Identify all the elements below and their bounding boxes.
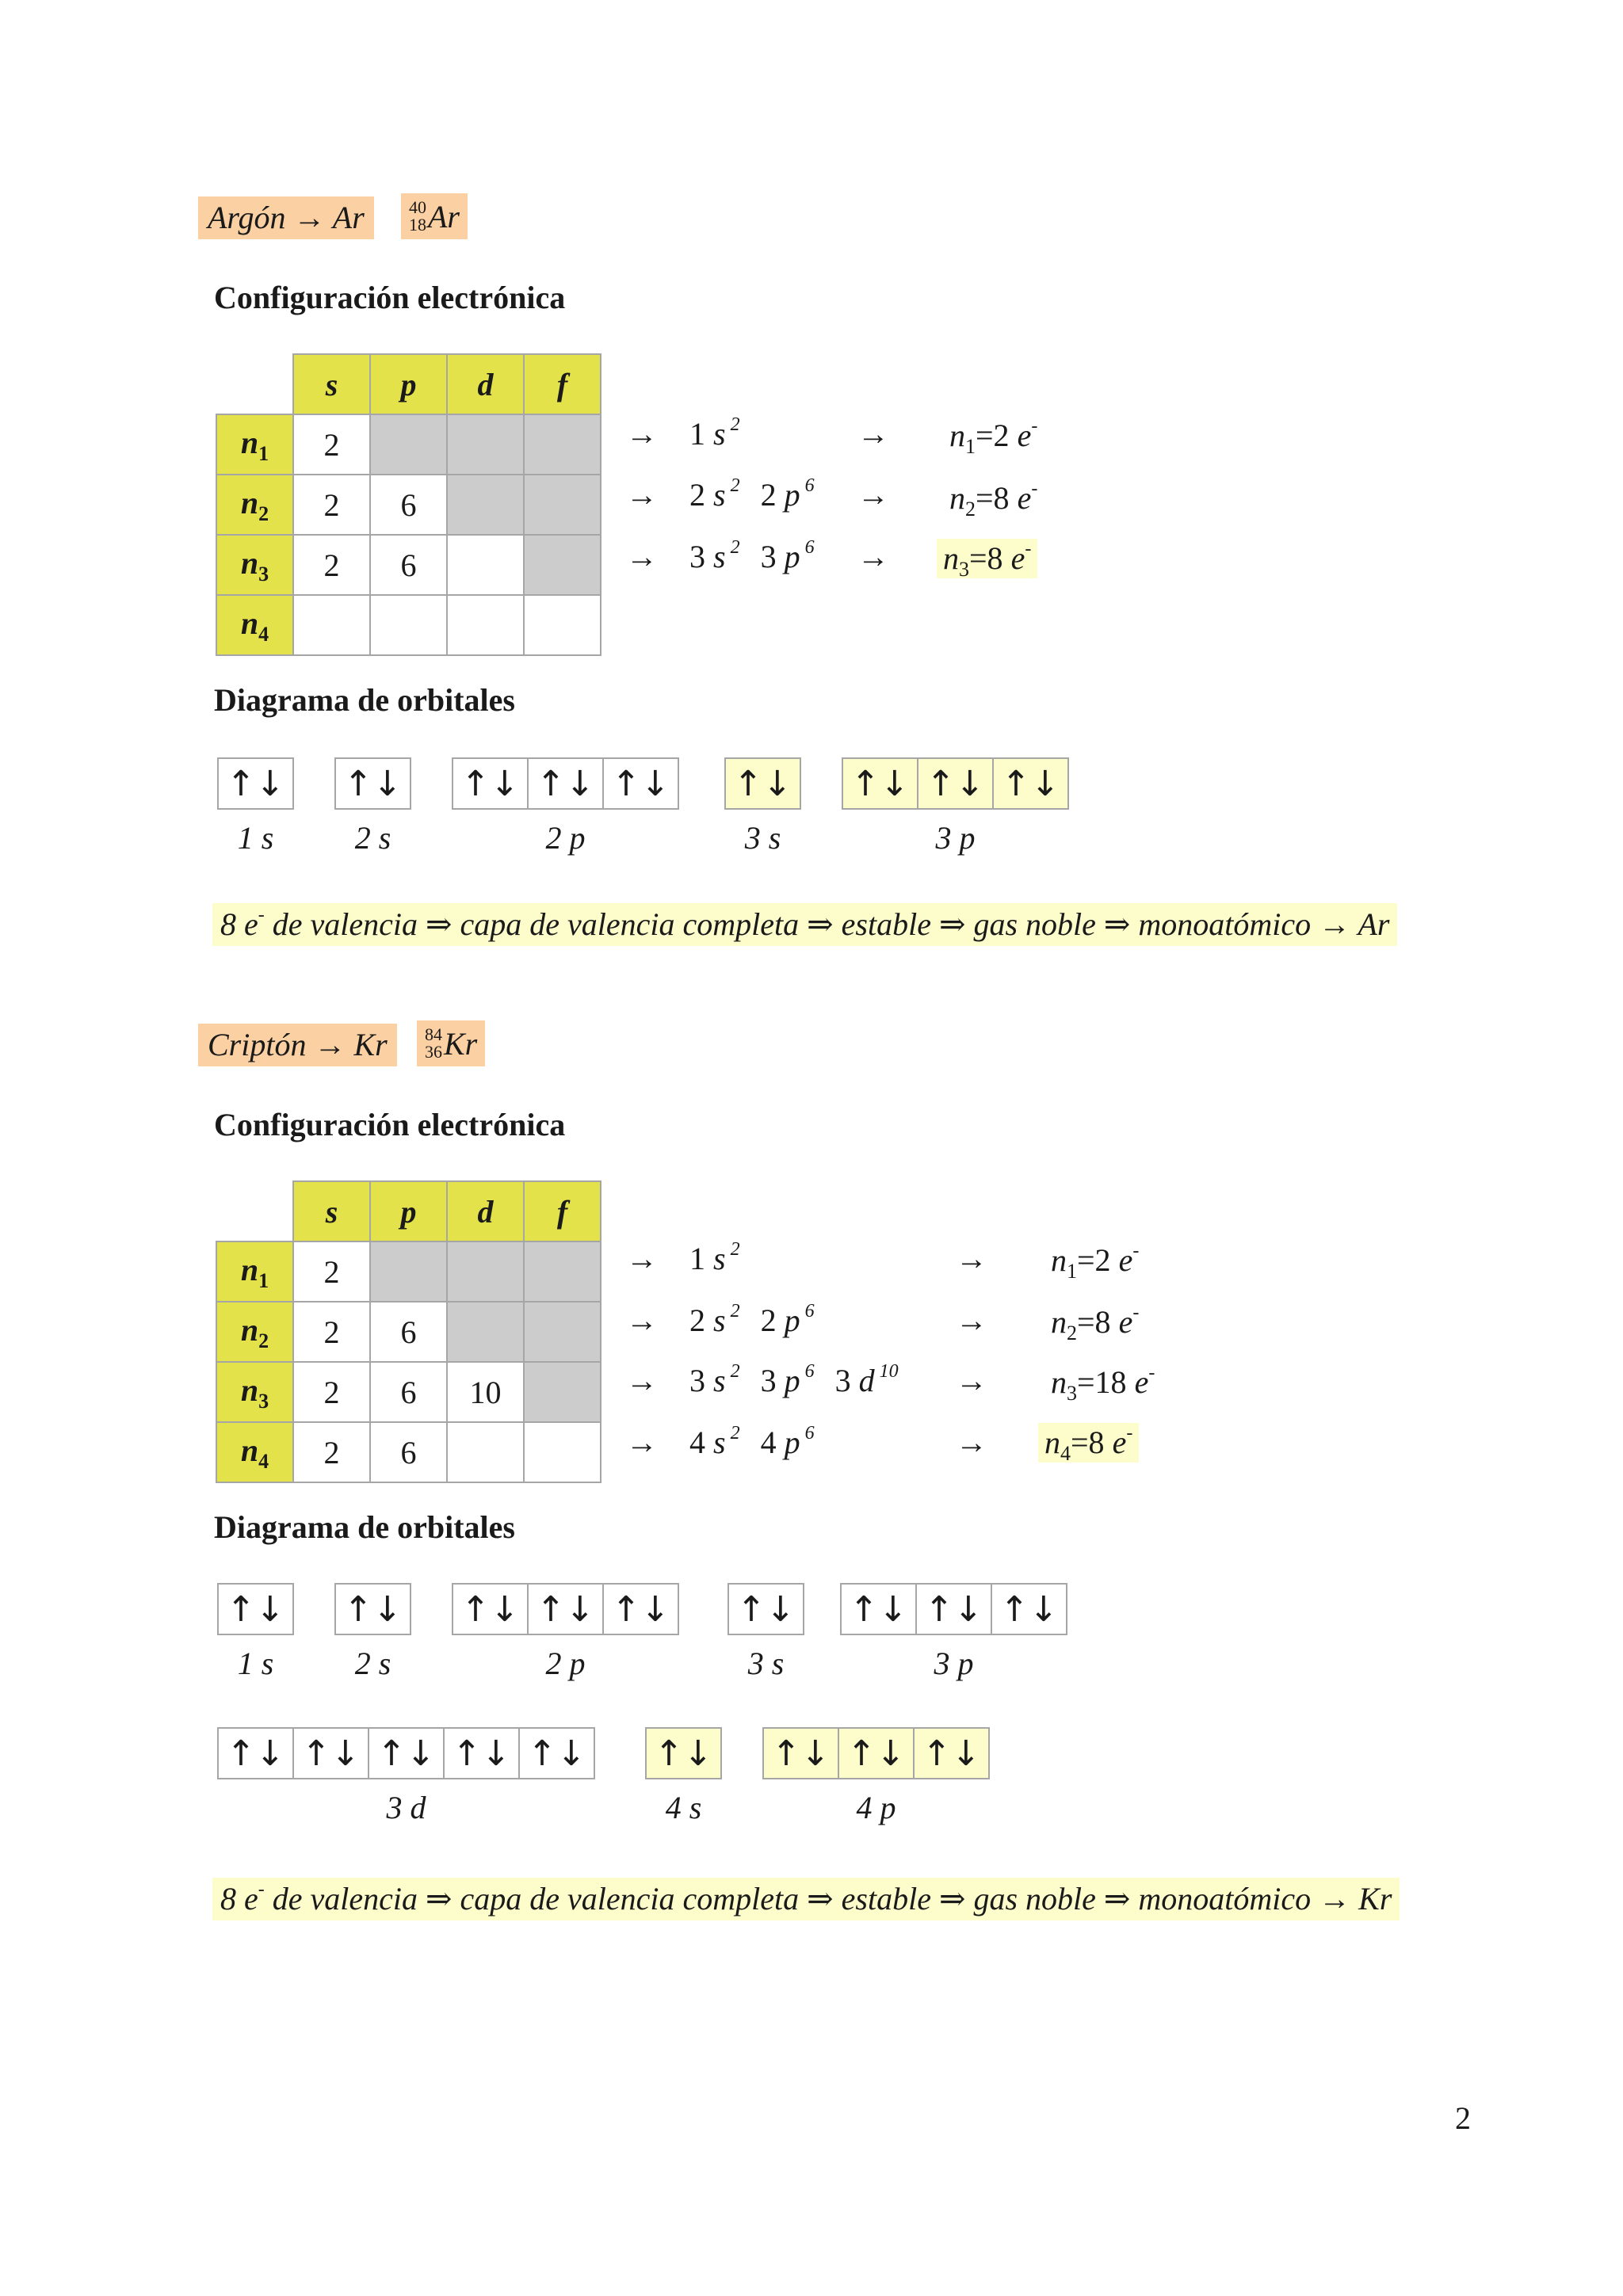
config-table-kripton [216, 1180, 601, 1483]
cell: 2 [293, 1422, 370, 1482]
orbital-box: ↑↓ [217, 1583, 294, 1635]
orbital-4p [762, 1727, 990, 1779]
orbital-box: ↑↓ [334, 1583, 411, 1635]
exponent: 6 [804, 1423, 815, 1444]
exponent: 2 [730, 1239, 740, 1260]
arrow: → [626, 539, 658, 574]
summary-post: de valencia ⇒ capa de valencia completa ⇒ estable ⇒ gas noble ⇒ monoatómico → Kr [264, 1881, 1392, 1917]
arrow: → [626, 1302, 658, 1338]
orbital-label: 1 s [237, 820, 274, 856]
orbital-label: 4 p [856, 1790, 896, 1825]
cell: 2 [293, 1241, 370, 1302]
orbital-label: 2 p [545, 1646, 586, 1681]
mass-number: 40 [409, 197, 426, 217]
row-sub: 2 [258, 502, 269, 525]
isotope-kripton [417, 1020, 485, 1066]
col-header: d [447, 354, 524, 414]
orbital-box: ↑↓ [992, 757, 1069, 810]
orbital-4s [645, 1727, 722, 1779]
arrow: → [956, 1363, 987, 1398]
orbital-2p [452, 1583, 679, 1635]
arrow: → [626, 477, 658, 513]
row-label: n [240, 1311, 259, 1348]
col-header: f [524, 1181, 601, 1241]
config-line-1s: 1 s $^2$ [689, 414, 740, 452]
orbital-box: ↑↓ [762, 1727, 839, 1779]
orbital-box: ↑↓ [727, 1583, 804, 1635]
isotope-argon [401, 193, 468, 239]
orbital-2p [452, 757, 679, 810]
arrow: → [956, 1302, 987, 1338]
arrow: → [956, 1425, 987, 1460]
exponent: 2 [730, 1361, 740, 1382]
shell-result-n2: $n_2=8$ e- [1051, 1302, 1140, 1344]
cell [524, 475, 601, 535]
cell [370, 595, 447, 655]
row-sub: 3 [258, 562, 269, 585]
col-header: d [447, 1181, 524, 1241]
row-header [216, 1362, 293, 1422]
exponent: 2 [730, 475, 740, 496]
orbital-box: ↑↓ [991, 1583, 1067, 1635]
orbital-label: 3 s [747, 1646, 785, 1681]
arrow: → [857, 416, 889, 452]
col-header: p [370, 354, 447, 414]
row-sub: 1 [258, 441, 269, 465]
config-heading-argon: Configuración electrónica [214, 280, 566, 315]
orbital-3p [842, 757, 1069, 810]
col-header: s [293, 354, 370, 414]
orbital-box: ↑↓ [452, 757, 529, 810]
row-header [216, 1422, 293, 1482]
orbital-label: 3 p [935, 820, 976, 856]
row-sub: 2 [258, 1329, 269, 1352]
cell: 6 [370, 1422, 447, 1482]
corner-cell [216, 1181, 293, 1241]
cell [370, 414, 447, 475]
row-header [216, 414, 293, 475]
orbital-label: 2 s [354, 1646, 391, 1681]
arrow: → [857, 539, 889, 574]
row-header [216, 1302, 293, 1362]
corner-cell [216, 354, 293, 414]
cell [524, 1241, 601, 1302]
row-label: n [240, 605, 259, 641]
orbital-label: 1 s [237, 1646, 274, 1681]
config-line-3s3p3d: 3 s $^2$ 3 p $^6$ 3 d $^{10}$ [689, 1361, 899, 1398]
cell [447, 414, 524, 475]
orbital-box: ↑↓ [334, 757, 411, 810]
cell: 2 [293, 475, 370, 535]
row-label: n [240, 424, 259, 460]
config-line-4s4p: 4 s $^2$ 4 p $^6$ [689, 1423, 815, 1460]
orbital-label: 2 s [354, 820, 391, 856]
exponent: 10 [879, 1361, 899, 1382]
cell [524, 595, 601, 655]
orbital-box: ↑↓ [917, 757, 994, 810]
orbital-label: 2 p [545, 820, 586, 856]
summary-pre: 8 e [220, 1881, 258, 1917]
orbital-3d [217, 1727, 595, 1779]
summary-sup: - [258, 905, 265, 925]
cell: 6 [370, 1302, 447, 1362]
col-header: s [293, 1181, 370, 1241]
row-header [216, 475, 293, 535]
shell-result-n3: $n_3=18$ e- [1051, 1363, 1155, 1405]
exponent: 2 [730, 1423, 740, 1444]
row-sub: 1 [258, 1268, 269, 1292]
shell-result-n3-valence: $n_3=8$ e- [937, 539, 1037, 578]
orbital-box: ↑↓ [840, 1583, 917, 1635]
row-sub: 4 [258, 622, 269, 646]
config-table-argon [216, 353, 601, 656]
arrow: → [956, 1241, 987, 1276]
orbital-box: ↑↓ [527, 1583, 604, 1635]
orbital-box: ↑↓ [645, 1727, 722, 1779]
row-label: n [240, 1251, 259, 1287]
orbital-label: 3 d [386, 1790, 426, 1825]
orbital-label: 3 s [744, 820, 781, 856]
orbital-box: ↑↓ [602, 757, 679, 810]
cell [293, 595, 370, 655]
orbitals-heading-kripton: Diagrama de orbitales [214, 1509, 515, 1545]
row-label: n [240, 484, 259, 521]
orbital-box: ↑↓ [368, 1727, 445, 1779]
orbital-box: ↑↓ [217, 757, 294, 810]
cell [524, 535, 601, 595]
orbital-label: 3 p [934, 1646, 974, 1681]
mass-number: 84 [425, 1024, 442, 1044]
orbital-box: ↑↓ [915, 1583, 992, 1635]
shell-result-n2: $n_2=8$ e- [949, 479, 1038, 521]
arrow: → [626, 1363, 658, 1398]
orbital-3s [727, 1583, 804, 1635]
orbital-box: ↑↓ [452, 1583, 529, 1635]
cell [524, 1302, 601, 1362]
orbital-box: ↑↓ [838, 1727, 915, 1779]
arrow: → [626, 1241, 658, 1276]
orbitals-heading-argon: Diagrama de orbitales [214, 682, 515, 718]
row-label: n [240, 544, 259, 581]
col-header: p [370, 1181, 447, 1241]
exponent: 2 [730, 1301, 740, 1322]
cell: 2 [293, 1362, 370, 1422]
col-header: f [524, 354, 601, 414]
orbital-2s [334, 757, 411, 810]
config-line-3s3p: 3 s $^2$ 3 p $^6$ [689, 537, 815, 574]
summary-kripton [212, 1878, 1400, 1920]
cell [447, 1241, 524, 1302]
page-number: 2 [1455, 2100, 1471, 2136]
orbital-1s [217, 1583, 294, 1635]
orbital-box: ↑↓ [527, 757, 604, 810]
row-header [216, 595, 293, 655]
row-sub: 3 [258, 1389, 269, 1413]
exponent: 6 [804, 537, 815, 558]
orbital-box: ↑↓ [292, 1727, 369, 1779]
summary-sup: - [258, 1879, 265, 1900]
element-title-argon: Argón → Ar [198, 196, 374, 239]
orbital-label: 4 s [665, 1790, 702, 1825]
exponent: 6 [804, 1301, 815, 1322]
cell: 6 [370, 535, 447, 595]
arrow: → [626, 416, 658, 452]
config-heading-kripton: Configuración electrónica [214, 1107, 566, 1142]
orbital-box: ↑↓ [724, 757, 801, 810]
cell: 10 [447, 1362, 524, 1422]
cell [524, 414, 601, 475]
config-line-1s: 1 s $^2$ [689, 1239, 740, 1276]
summary-argon [212, 903, 1397, 946]
cell [524, 1422, 601, 1482]
orbital-box: ↑↓ [217, 1727, 294, 1779]
element-symbol: Ar [428, 198, 460, 235]
arrow: → [626, 1425, 658, 1460]
cell: 6 [370, 1362, 447, 1422]
exponent: 2 [730, 414, 740, 435]
config-line-2s2p: 2 s $^2$ 2 p $^6$ [689, 1301, 815, 1338]
cell: 6 [370, 475, 447, 535]
arrow: → [857, 477, 889, 513]
cell: 2 [293, 1302, 370, 1362]
orbital-3s [724, 757, 801, 810]
summary-post: de valencia ⇒ capa de valencia completa ⇒ estable ⇒ gas noble ⇒ monoatómico → Ar [264, 906, 1390, 942]
atomic-number: 36 [425, 1042, 442, 1062]
cell: 2 [293, 414, 370, 475]
orbital-box: ↑↓ [913, 1727, 990, 1779]
cell [447, 475, 524, 535]
orbital-box: ↑↓ [602, 1583, 679, 1635]
exponent: 6 [804, 1361, 815, 1382]
atomic-number: 18 [409, 215, 426, 235]
shell-result-n1: $n_1=2$ e- [949, 416, 1038, 458]
orbital-box: ↑↓ [842, 757, 918, 810]
row-label: n [240, 1432, 259, 1468]
shell-result-n1: $n_1=2$ e- [1051, 1241, 1140, 1283]
exponent: 6 [804, 475, 815, 496]
cell [447, 595, 524, 655]
cell [447, 1422, 524, 1482]
orbital-2s [334, 1583, 411, 1635]
cell [447, 1302, 524, 1362]
orbital-box: ↑↓ [518, 1727, 595, 1779]
element-symbol: Kr [444, 1025, 478, 1062]
cell [524, 1362, 601, 1422]
orbital-3p [840, 1583, 1067, 1635]
row-header [216, 535, 293, 595]
orbital-1s [217, 757, 294, 810]
element-title-kripton: Criptón → Kr [198, 1024, 397, 1066]
exponent: 2 [730, 537, 740, 558]
row-label: n [240, 1371, 259, 1408]
config-line-2s2p: 2 s $^2$ 2 p $^6$ [689, 475, 815, 513]
row-sub: 4 [258, 1449, 269, 1473]
shell-result-n4-valence: $n_4=8$ e- [1038, 1423, 1139, 1463]
cell [447, 535, 524, 595]
row-header [216, 1241, 293, 1302]
cell [370, 1241, 447, 1302]
orbital-box: ↑↓ [443, 1727, 520, 1779]
summary-pre: 8 e [220, 906, 258, 942]
cell: 2 [293, 535, 370, 595]
